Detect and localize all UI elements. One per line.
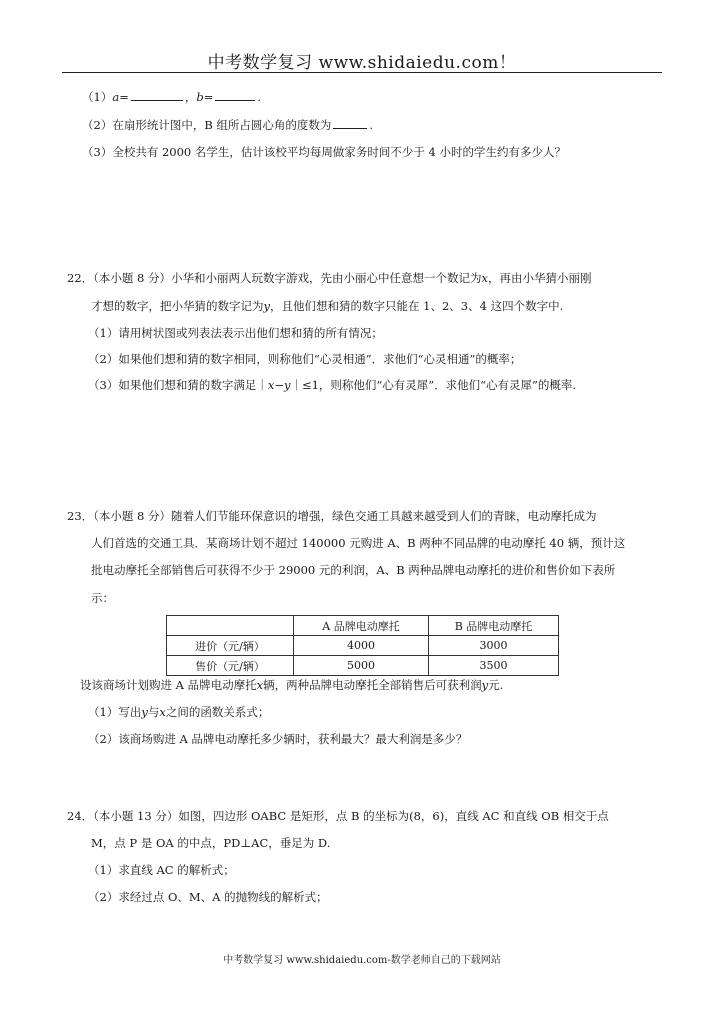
q21-part1-end: . xyxy=(257,90,261,104)
q22-intro-a: （本小题 8 分）小华和小丽两人玩数字游戏，先由小丽心中任意想一个数记为 xyxy=(93,271,482,285)
price-table xyxy=(166,615,559,676)
var-x: x xyxy=(256,678,264,692)
q22-line2 xyxy=(91,298,563,314)
q23-assume-a: 设该商场计划购进 A 品牌电动摩托 xyxy=(80,678,257,692)
q23-sub1 xyxy=(88,704,269,720)
q22-line2-b: ，且他们想和猜的数字只能在 1、2、3、4 这四个数字中. xyxy=(270,299,564,313)
page-footer: 中考数学复习 www.shidaiedu.com-数学老师自己的下载网站 xyxy=(223,955,501,966)
q22-sub3-expr: x−y xyxy=(267,378,291,392)
table-row xyxy=(167,636,559,656)
var-x: x xyxy=(159,705,166,719)
q23-number: 23． xyxy=(67,509,94,523)
q21-part1-eq2: = xyxy=(203,90,214,104)
q22-sub3 xyxy=(88,377,576,393)
q24-sub1: （1）求直线 AC 的解析式； xyxy=(88,863,235,877)
q23-assume-c: 元. xyxy=(488,678,504,692)
cell-a-price: 5000 xyxy=(294,656,429,676)
q23-sub2: （2）该商场购进 A 品牌电动摩托多少辆时，获利最大？最大利润是多少？ xyxy=(88,732,468,746)
q23-line3: 批电动摩托全部销售后可获得不少于 29000 元的利润，A、B 两种品牌电动摩托的进价和售价如下表所 xyxy=(91,563,616,577)
q24-line1-text: （本小题 13 分）如图，四边形 OABC 是矩形，点 B 的坐标为(8，6)，直线 AC 和直线 OB 相交于点 xyxy=(93,809,609,823)
q22-line2-a: 才想的数字，把小华猜的数字记为 xyxy=(91,299,264,313)
answer-blank-a[interactable] xyxy=(131,88,183,101)
q24-sub2: （2）求经过点 O、M、A 的抛物线的解析式； xyxy=(88,890,328,904)
q23-line4: 示： xyxy=(91,591,114,605)
var-x: x xyxy=(481,271,489,285)
q21-part2 xyxy=(82,116,373,133)
var-b: b xyxy=(196,90,204,104)
q23-line2: 人们首选的交通工具．某商场计划不超过 140000 元购进 A、B 两种不同品牌的电动摩托 40 辆，预计这 xyxy=(91,536,626,550)
q21-part1-sep: ， xyxy=(184,90,197,104)
table-header-a: A 品牌电动摩托 xyxy=(294,616,429,636)
q24-line2: M，点 P 是 OA 的中点，PD⊥AC，垂足为 D. xyxy=(91,836,331,850)
q23-line1 xyxy=(67,508,597,524)
table-corner-cell xyxy=(167,616,294,636)
row-label-cost: 进价（元/辆） xyxy=(167,636,294,656)
q22-intro xyxy=(67,270,592,286)
var-y: y xyxy=(141,705,148,719)
q23-assumption xyxy=(80,677,503,693)
answer-blank-angle[interactable] xyxy=(333,116,367,129)
q22-number: 22． xyxy=(67,271,94,285)
q21-part1-prefix: （1） xyxy=(82,90,113,104)
table-row xyxy=(167,656,559,676)
q23-sub1-c: 之间的函数关系式； xyxy=(165,705,270,719)
q22-sub2: （2）如果他们想和猜的数字相同，则称他们“心灵相通”．求他们“心灵相通”的概率； xyxy=(88,352,522,366)
q21-part2-end: . xyxy=(369,118,374,132)
cell-b-price: 3500 xyxy=(429,656,559,676)
q21-part3: （3）全校共有 2000 名学生，估计该校平均每周做家务时间不少于 4 小时的学生约有多少人？ xyxy=(82,145,567,159)
q22-intro-b: ，再由小华猜小丽刚 xyxy=(488,271,592,285)
cell-b-cost: 3000 xyxy=(429,636,559,656)
q23-sub1-b: 与 xyxy=(147,705,160,719)
row-label-price: 售价（元/辆） xyxy=(167,656,294,676)
q21-part2-text: （2）在扇形统计图中，B 组所占圆心角的度数为 xyxy=(82,118,332,132)
var-y: y xyxy=(263,299,270,313)
q24-line1 xyxy=(67,808,609,824)
q24-number: 24． xyxy=(67,809,94,823)
q21-part1-eq1: = xyxy=(119,90,129,104)
q23-sub1-a: （1）写出 xyxy=(88,705,142,719)
table-header-b: B 品牌电动摩托 xyxy=(429,616,559,636)
cell-a-cost: 4000 xyxy=(294,636,429,656)
var-y: y xyxy=(481,678,489,692)
page-header-title: 中考数学复习 www.shidaiedu.com！ xyxy=(207,53,517,73)
q22-sub3-a: （3）如果他们想和猜的数字满足｜ xyxy=(88,378,268,392)
header-divider xyxy=(62,72,662,73)
table-header-row xyxy=(167,616,559,636)
q22-sub3-b: ｜≤1，则称他们“心有灵犀”．求他们“心有灵犀”的概率. xyxy=(290,378,577,392)
answer-blank-b[interactable] xyxy=(215,88,255,101)
q21-part1 xyxy=(82,88,261,105)
var-a: a xyxy=(112,90,120,104)
q23-assume-b: 辆，两种品牌电动摩托全部销售后可获利润 xyxy=(263,678,482,692)
q22-sub1: （1）请用树状图或列表法表示出他们想和猜的所有情况； xyxy=(88,326,383,340)
q23-line1-text: （本小题 8 分）随着人们节能环保意识的增强，绿色交通工具越来越受到人们的青睐，电动摩托成为 xyxy=(93,509,597,523)
